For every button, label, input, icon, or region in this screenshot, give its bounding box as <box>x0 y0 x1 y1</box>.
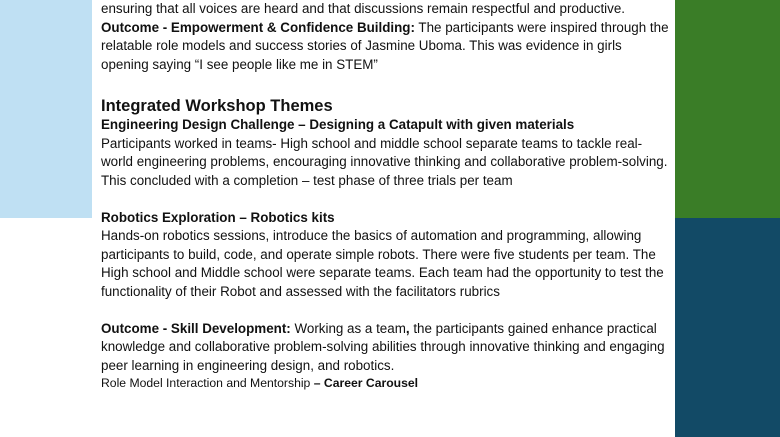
intro-line: ensuring that all voices are heard and that discussions remain respectful and productive. <box>101 1 626 16</box>
engineering-body: Participants worked in teams- High school and middle school separate teams to tackle real-world engineering problems, encouraging innovative thinking and collaborative problem-solving. This concluded with a completion – test phase of three trials per team <box>101 135 668 188</box>
mentorship-line <box>101 375 673 391</box>
spacer <box>101 301 673 320</box>
robotics-title <box>101 209 673 228</box>
outcome-empowerment-text: The participants were inspired through the relatable role models and success stories of Jasmine Uboma. This was evidence in girls opening saying “I see people like me in STEM” <box>101 19 669 72</box>
right-green-band <box>675 0 780 218</box>
engineering-title-text: Engineering Design Challenge – Designing a Catapult with given materials <box>101 117 575 132</box>
outcome-skill <box>101 320 673 376</box>
engineering-title <box>101 116 673 135</box>
section-heading: Integrated Workshop Themes <box>101 97 333 115</box>
outcome-skill-label: Outcome - Skill Development: <box>101 320 291 336</box>
outcome-skill-comma: , <box>405 320 410 336</box>
left-decorative-band <box>0 0 92 218</box>
right-blue-band <box>675 218 780 437</box>
outcome-skill-text-b: the participants gained enhance practical knowledge and collaborative problem-solving abilities through innovative thinking and engaging peer learning in engineering design, and robotics. <box>101 320 665 373</box>
outcome-empowerment-label: Outcome - Empowerment & Confidence Building: <box>101 19 415 35</box>
spacer <box>101 190 673 209</box>
mentorship-text: Role Model Interaction and Mentorship <box>101 376 314 390</box>
document-content <box>101 0 673 391</box>
outcome-empowerment <box>101 19 673 75</box>
mentorship-bold: – Career Carousel <box>313 376 419 390</box>
robotics-title-text: Robotics Exploration – Robotics kits <box>101 209 335 225</box>
robotics-body: Hands-on robotics sessions, introduce the basics of automation and programming, allowing participants to build, code, and operate simple robots. There were five students per team. The High school and Middle school were separate teams. Each team had the opportunity to test the functionality of their Robot and assessed with the facilitators rubrics <box>101 228 664 299</box>
outcome-skill-text-a: Working as a team <box>290 320 406 336</box>
